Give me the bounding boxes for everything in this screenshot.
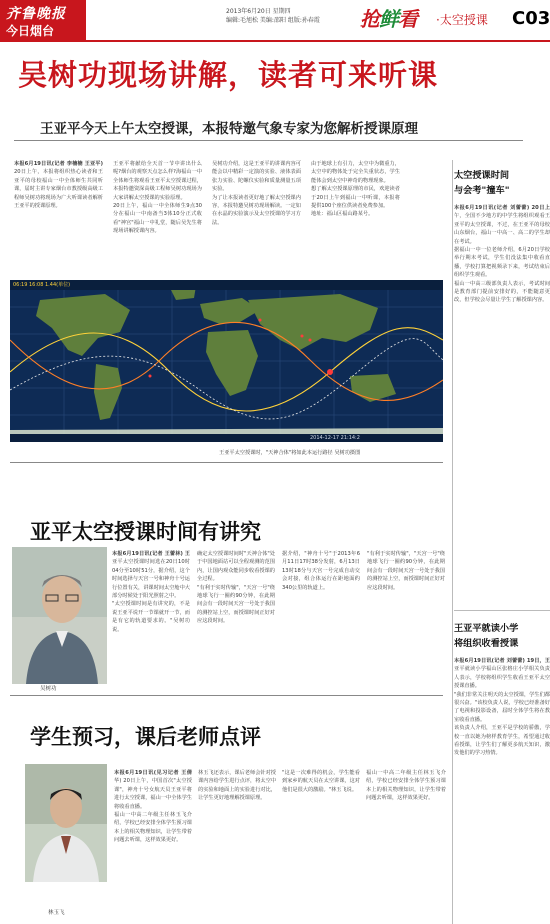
main-subheadline: 王亚平今天上午太空授课，本报特邀气象专家为您解析授课原理: [40, 121, 418, 137]
portrait-caption: 吴树功: [40, 686, 57, 692]
orbit-map-image: [10, 280, 443, 442]
rail-story-a-paragraph: 本报6月19日讯(记者 刘蕾蕾) 20日上午，全国不少地方的中学生将组织观看王亚平的太空授课，不过，在王亚平的母校山东烟台，福山一中高一、高二的学生却在考试。: [454, 205, 550, 245]
station-position-marker: [327, 369, 333, 375]
third-story-paragraph: 福山一中高二年级主任林玉飞介绍，学校已经安排全体学生预习课本上的相关物理知识，让学生带着问题去听课，这样效果更好。: [114, 812, 192, 844]
world-map-graphic: [10, 280, 443, 442]
second-story-column-3: [282, 550, 360, 690]
rail-story-b-paragraph: "我们非常关注明天的太空授课，学生们都很兴奋。"该校负责人说，学校已经准备好了电视和投影设备，届时全体学生将在教室收看直播。: [454, 691, 550, 723]
column-logo-part-3: 看: [398, 7, 417, 31]
rail-story-b-title-line-1: 王亚平就读小学: [454, 623, 519, 634]
third-story-column-4: [366, 769, 446, 919]
portrait-photo: [12, 547, 107, 684]
second-headline: 亚平太空授课时间有讲究: [30, 520, 261, 544]
third-story-paragraph: 林玉飞还表示，课后老师会针对授课内容给学生进行点评，将太空中的实验和地面上的实验进行对比，让学生更好地理解授课原理。: [198, 770, 276, 802]
section-divider: [10, 462, 443, 463]
column-logo: [360, 3, 417, 32]
rail-story-a-title-line-1: 太空授课时间: [454, 170, 510, 181]
rail-story-a-body: [454, 204, 550, 602]
right-rail: [454, 168, 550, 924]
map-hud-top: 06:19 16:08 1.44(单位): [13, 282, 71, 288]
main-story-paragraph: 想了解太空授课原理的市民，欢迎读者于20日上午到福山一中听课，本报将提供100个座位供读者免费参加。: [311, 186, 400, 210]
third-story-column-1: [114, 769, 192, 919]
second-story-paragraph: 确定太空授课时间时"天神合体"处于中国地面站可以全程观测的范围内，让国内观众能同步收看授课的全过程。: [197, 551, 275, 583]
main-story-paragraph: 本报6月19日讯(记者 李楠楠 王亚平) 20日上午，本报将组织热心读者和王亚平的母校福山一中全体师生共同听课，届时主讲专家烟台市教授级高级工程师吴树功将现场为广大听课读者解析王亚平的授课原理。: [14, 161, 103, 210]
third-story-column-2: [198, 769, 276, 919]
rail-divider: [452, 160, 453, 924]
portrait-photo: [25, 764, 107, 882]
main-story-paragraph: 由于地球上有引力，太空中为微重力，太空中的物体处于完全失重状态，学生能体会到太空中神奇的物理现象。: [311, 161, 400, 184]
third-headline: 学生预习，课后老师点评: [30, 725, 261, 749]
main-story-column-2: [113, 160, 202, 268]
main-story-paragraph: 地址：福山区福山路某号。: [311, 211, 374, 218]
main-story-paragraph: 20日上午，福山一中全体师生9点30分在福山一中南备当3体10分正式收看"神宫"福山一中礼堂，随后吴先生将现场讲解授课内容。: [113, 203, 202, 235]
rail-divider-horizontal: [454, 610, 550, 611]
rail-story-a-title-line-2: 与会考"撞车": [454, 185, 510, 196]
rail-story-a-title: [454, 168, 550, 198]
headline-divider: [14, 140, 523, 141]
main-headline: 吴树功现场讲解，读者可来听课: [18, 58, 439, 92]
header-divider: [0, 40, 550, 42]
person-silhouette-graphic: [12, 547, 107, 684]
main-story-column-1: [14, 160, 103, 268]
third-story-paragraph: 本报6月19日讯(见习记者 王倩华) 20日上午，中国首次"太空授课"，神舟十号女航天员王亚平将进行太空授课，福山一中全体学生将收看直播。: [114, 770, 192, 810]
main-story-paragraph: 王亚平将献给全天首一节中讲出什么呢?烟台的观察天点怎么样?海福山一中全体师生将观看王亚平太空授课过程，本报特邀资深高级工程师吴树功现场为大家讲解太空授课的实验原理。: [113, 161, 202, 201]
second-story-paragraph: 本报6月19日讯(记者 王蕾林) 王亚平太空授课时间选在20日10时04分至10时51分，据介绍，这个时间选择与天宫一号和神舟十号运行位置有关，讲课时间太空舱中大部分时候处于阳光照射之中。: [112, 551, 190, 600]
main-story-column-3: [212, 160, 301, 268]
section-divider: [10, 695, 443, 696]
issue-staff: 编辑:毛旭松 美编:邵阳 组版:孙春霞: [226, 17, 320, 24]
column-tag: ·太空授课: [436, 13, 488, 27]
rail-story-a-paragraph: 据福山一中一位老师介绍，6月20日学校举行期末考试，学生们没法集中收看直播，学校打算把视频录下来，考试结束后组织学生观看。: [454, 247, 550, 279]
column-logo-part-1: 抢: [360, 7, 379, 31]
column-logo-part-2: 鲜: [379, 7, 398, 31]
portrait-caption: 林玉飞: [48, 910, 65, 916]
rail-story-b-body: [454, 657, 550, 917]
second-story-column-4: [367, 550, 445, 690]
newspaper-brand: 齐鲁晚报: [6, 6, 66, 22]
rail-story-b-title-line-2: 将组织收看授课: [454, 638, 519, 649]
second-story-column-1: [112, 550, 190, 690]
issue-date: 2013年6月20日 星期四: [226, 8, 291, 15]
person-silhouette-graphic: [25, 764, 107, 882]
second-story-paragraph: "有利于实时传输"，"天宫一号"绕地球飞行一圈约90分钟，在此期间会有一段时间天宫一号处于我国的测控站上空，而授课时间正好对应这段时间。: [367, 551, 445, 591]
rail-story-b-paragraph: 该负责人介绍，王亚平是学校的骄傲，学校一直以她为榜样教育学生，希望通过收看授课，让学生们了解更多航天知识，激发他们的学习热情。: [454, 725, 550, 757]
section-name: 今日烟台: [6, 24, 55, 38]
rail-story-a-paragraph: 福山一中高三级部负责人表示，考试时间是教育部门提前安排好的，不能随意更改，但学校会尽量让学生了解授课内容。: [454, 280, 550, 304]
main-story-paragraph: 为了让本报读者更好地了解太空授课内容，本报特邀吴树功现场解读。一定如在水晶的实验演示及太空授课的学习方法。: [212, 194, 301, 226]
second-story-paragraph: 据介绍，"神舟十号"于2013年6月11日17时38分发射，6月13日13时18分与天宫一号完成自动交会对接，组合体运行在距地面约340公里的轨道上。: [282, 551, 360, 591]
main-story-paragraph: 吴树功介绍，这是王亚平的讲课内容可能会以中精彩一定演的实验、液体表面张力实验、陀螺仪实验和质量测量五项实验。: [212, 161, 301, 193]
map-caption: 王亚平太空授课时，"天神合体"将如此本运行路径 吴树功摄图: [219, 450, 361, 456]
second-story-column-2: [197, 550, 275, 690]
third-story-column-3: [282, 769, 360, 919]
issue-meta: [226, 7, 356, 25]
second-story-paragraph: "太空授课时间是有讲究的，不是说王亚平说开一节课就开一节，而是有它的轨道要求的。"吴树功说。: [112, 601, 190, 633]
main-story-column-4: [311, 160, 400, 268]
rail-story-b-title: [454, 621, 550, 651]
map-hud-bottom: 2014-12-17 21:14:2: [310, 435, 360, 441]
third-story-paragraph: "这是一次难得的机会，学生能看到家乡的航天员在太空讲课，这对他们是很大的激励。"林玉飞说。: [282, 770, 360, 793]
second-story-paragraph: "有利于实时传输"，"天宫一号"绕地球飞行一圈约90分钟，在此期间会有一段时间天宫一号处于我国的测控站上空，而授课时间正好对应这段时间。: [197, 584, 275, 625]
rail-story-b-paragraph: 本报6月19日讯(记者 刘蕾蕾) 19日，王亚平就读小学福山区张格庄小学相关负责人表示，学校将组织学生收看王亚平太空授课直播。: [454, 658, 550, 690]
third-story-paragraph: 福山一中高二年级主任林玉飞介绍，学校已经安排全体学生预习课本上的相关物理知识，让学生带着问题去听课，这样效果更好。: [366, 770, 446, 802]
page-number: C03: [512, 8, 550, 29]
